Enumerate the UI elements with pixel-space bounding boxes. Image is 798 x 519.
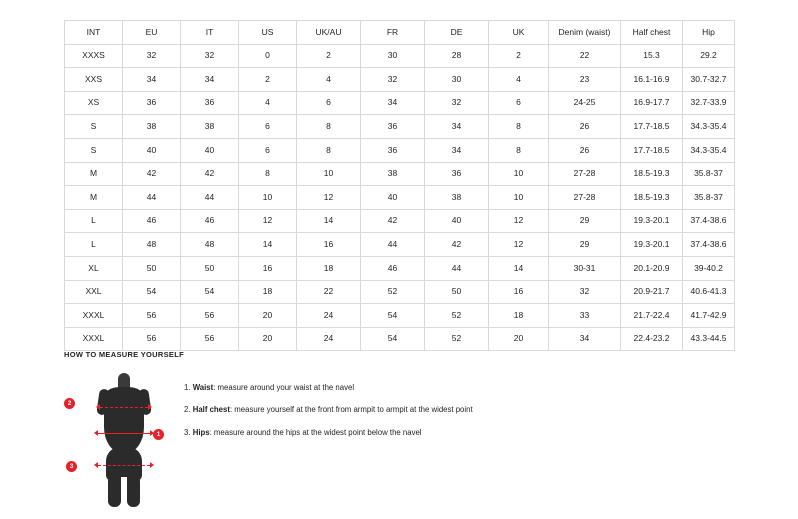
cell-denim-waist: 32 xyxy=(549,280,621,304)
col-header-us: US xyxy=(239,21,297,45)
cell-denim-waist: 34 xyxy=(549,327,621,351)
cell-it: 56 xyxy=(181,327,239,351)
cell-us: 8 xyxy=(239,162,297,186)
measure-step-hips xyxy=(184,428,764,437)
cell-half-chest: 16.1-16.9 xyxy=(621,68,683,92)
cell-it: 32 xyxy=(181,44,239,68)
step-text: : measure around the hips at the widest point below the navel xyxy=(209,427,422,437)
cell-denim-waist: 26 xyxy=(549,115,621,139)
cell-uk: 2 xyxy=(489,44,549,68)
size-table xyxy=(64,20,735,351)
cell-half-chest: 22.4-23.2 xyxy=(621,327,683,351)
cell-eu: 42 xyxy=(123,162,181,186)
cell-de: 42 xyxy=(425,233,489,257)
cell-hip: 37.4-38.6 xyxy=(683,209,735,233)
cell-int: S xyxy=(65,138,123,162)
cell-uk-au: 2 xyxy=(297,44,361,68)
measure-steps xyxy=(184,369,764,450)
cell-int: XXXL xyxy=(65,327,123,351)
cell-de: 36 xyxy=(425,162,489,186)
cell-int: L xyxy=(65,209,123,233)
col-header-de: DE xyxy=(425,21,489,45)
col-header-it: IT xyxy=(181,21,239,45)
cell-denim-waist: 29 xyxy=(549,233,621,257)
cell-uk-au: 24 xyxy=(297,304,361,328)
half-chest-arrow-left-icon xyxy=(96,404,100,410)
cell-half-chest: 17.7-18.5 xyxy=(621,138,683,162)
cell-denim-waist: 27-28 xyxy=(549,162,621,186)
cell-int: XXL xyxy=(65,280,123,304)
table-row xyxy=(65,91,735,115)
cell-eu: 56 xyxy=(123,304,181,328)
table-row xyxy=(65,68,735,92)
mannequin-gap xyxy=(121,477,127,495)
hips-measure-line xyxy=(98,465,150,466)
cell-us: 6 xyxy=(239,115,297,139)
cell-it: 42 xyxy=(181,162,239,186)
col-header-eu: EU xyxy=(123,21,181,45)
cell-us: 18 xyxy=(239,280,297,304)
table-row xyxy=(65,44,735,68)
badge-hips: 3 xyxy=(66,461,77,472)
cell-denim-waist: 27-28 xyxy=(549,186,621,210)
how-to-measure-body xyxy=(64,369,764,509)
cell-eu: 32 xyxy=(123,44,181,68)
cell-it: 44 xyxy=(181,186,239,210)
table-row xyxy=(65,115,735,139)
cell-fr: 46 xyxy=(361,256,425,280)
cell-uk: 18 xyxy=(489,304,549,328)
col-header-fr: FR xyxy=(361,21,425,45)
measure-step-half-chest xyxy=(184,405,764,414)
cell-it: 38 xyxy=(181,115,239,139)
cell-fr: 52 xyxy=(361,280,425,304)
cell-int: XS xyxy=(65,91,123,115)
cell-uk: 12 xyxy=(489,233,549,257)
cell-eu: 56 xyxy=(123,327,181,351)
cell-fr: 30 xyxy=(361,44,425,68)
cell-half-chest: 19.3-20.1 xyxy=(621,233,683,257)
cell-uk: 8 xyxy=(489,115,549,139)
hips-arrow-right-icon xyxy=(150,462,154,468)
cell-fr: 34 xyxy=(361,91,425,115)
cell-half-chest: 21.7-22.4 xyxy=(621,304,683,328)
cell-int: M xyxy=(65,186,123,210)
cell-hip: 29.2 xyxy=(683,44,735,68)
cell-uk: 20 xyxy=(489,327,549,351)
cell-us: 10 xyxy=(239,186,297,210)
cell-eu: 40 xyxy=(123,138,181,162)
cell-int: XL xyxy=(65,256,123,280)
cell-us: 16 xyxy=(239,256,297,280)
size-chart xyxy=(64,20,734,351)
cell-it: 36 xyxy=(181,91,239,115)
col-header-uk-au: UK/AU xyxy=(297,21,361,45)
col-header-half-chest: Half chest xyxy=(621,21,683,45)
cell-uk: 16 xyxy=(489,280,549,304)
cell-hip: 39-40.2 xyxy=(683,256,735,280)
cell-de: 34 xyxy=(425,115,489,139)
col-header-uk: UK xyxy=(489,21,549,45)
cell-fr: 36 xyxy=(361,115,425,139)
cell-fr: 32 xyxy=(361,68,425,92)
how-to-measure-title: HOW TO MEASURE YOURSELF xyxy=(64,350,184,359)
cell-us: 14 xyxy=(239,233,297,257)
col-header-denim-waist: Denim (waist) xyxy=(549,21,621,45)
cell-uk-au: 16 xyxy=(297,233,361,257)
step-text: : measure yourself at the front from armpit to armpit at the widest point xyxy=(229,405,473,415)
mannequin-figure xyxy=(64,369,184,509)
mannequin-hips xyxy=(106,447,142,481)
cell-it: 40 xyxy=(181,138,239,162)
half-chest-measure-line xyxy=(100,407,148,408)
cell-half-chest: 16.9-17.7 xyxy=(621,91,683,115)
cell-half-chest: 15.3 xyxy=(621,44,683,68)
cell-us: 20 xyxy=(239,327,297,351)
cell-fr: 40 xyxy=(361,186,425,210)
table-row xyxy=(65,162,735,186)
cell-uk-au: 8 xyxy=(297,138,361,162)
table-row xyxy=(65,209,735,233)
cell-half-chest: 18.5-19.3 xyxy=(621,186,683,210)
table-row xyxy=(65,280,735,304)
cell-us: 20 xyxy=(239,304,297,328)
cell-eu: 34 xyxy=(123,68,181,92)
step-term: Hips xyxy=(192,427,210,437)
step-number: 2. xyxy=(184,405,191,415)
table-row xyxy=(65,256,735,280)
cell-uk: 10 xyxy=(489,186,549,210)
cell-hip: 34.3-35.4 xyxy=(683,138,735,162)
cell-fr: 44 xyxy=(361,233,425,257)
badge-half-chest: 2 xyxy=(64,398,75,409)
cell-hip: 35.8-37 xyxy=(683,162,735,186)
cell-eu: 48 xyxy=(123,233,181,257)
hips-arrow-left-icon xyxy=(94,462,98,468)
how-to-measure-section xyxy=(64,350,764,509)
step-number: 3. xyxy=(184,427,191,437)
cell-uk-au: 24 xyxy=(297,327,361,351)
table-row xyxy=(65,233,735,257)
cell-uk-au: 18 xyxy=(297,256,361,280)
cell-de: 32 xyxy=(425,91,489,115)
cell-uk: 6 xyxy=(489,91,549,115)
table-row xyxy=(65,138,735,162)
cell-hip: 32.7-33.9 xyxy=(683,91,735,115)
mannequin-torso xyxy=(104,387,144,453)
badge-waist: 1 xyxy=(153,429,164,440)
cell-us: 6 xyxy=(239,138,297,162)
cell-us: 0 xyxy=(239,44,297,68)
cell-it: 54 xyxy=(181,280,239,304)
cell-int: XXXS xyxy=(65,44,123,68)
cell-eu: 46 xyxy=(123,209,181,233)
cell-int: M xyxy=(65,162,123,186)
cell-it: 50 xyxy=(181,256,239,280)
cell-half-chest: 20.9-21.7 xyxy=(621,280,683,304)
table-row xyxy=(65,186,735,210)
cell-fr: 38 xyxy=(361,162,425,186)
cell-int: XXS xyxy=(65,68,123,92)
cell-denim-waist: 33 xyxy=(549,304,621,328)
table-row xyxy=(65,327,735,351)
cell-eu: 44 xyxy=(123,186,181,210)
cell-int: L xyxy=(65,233,123,257)
cell-uk-au: 12 xyxy=(297,186,361,210)
waist-arrow-left-icon xyxy=(94,430,98,436)
mannequin-icon xyxy=(92,373,156,509)
cell-hip: 40.6-41.3 xyxy=(683,280,735,304)
cell-denim-waist: 22 xyxy=(549,44,621,68)
cell-it: 56 xyxy=(181,304,239,328)
cell-fr: 54 xyxy=(361,304,425,328)
cell-us: 4 xyxy=(239,91,297,115)
cell-hip: 30.7-32.7 xyxy=(683,68,735,92)
col-header-int: INT xyxy=(65,21,123,45)
cell-uk: 14 xyxy=(489,256,549,280)
half-chest-arrow-right-icon xyxy=(148,404,152,410)
cell-uk-au: 8 xyxy=(297,115,361,139)
table-body xyxy=(65,44,735,351)
cell-de: 52 xyxy=(425,327,489,351)
cell-de: 28 xyxy=(425,44,489,68)
cell-us: 2 xyxy=(239,68,297,92)
cell-uk-au: 10 xyxy=(297,162,361,186)
cell-uk-au: 22 xyxy=(297,280,361,304)
cell-it: 34 xyxy=(181,68,239,92)
cell-it: 46 xyxy=(181,209,239,233)
cell-hip: 37.4-38.6 xyxy=(683,233,735,257)
cell-denim-waist: 26 xyxy=(549,138,621,162)
cell-de: 50 xyxy=(425,280,489,304)
cell-eu: 50 xyxy=(123,256,181,280)
cell-half-chest: 18.5-19.3 xyxy=(621,162,683,186)
cell-de: 52 xyxy=(425,304,489,328)
cell-hip: 34.3-35.4 xyxy=(683,115,735,139)
cell-de: 34 xyxy=(425,138,489,162)
step-text: : measure around your waist at the navel xyxy=(213,383,355,392)
step-number: 1. xyxy=(184,383,191,392)
cell-hip: 43.3-44.5 xyxy=(683,327,735,351)
cell-de: 40 xyxy=(425,209,489,233)
cell-uk: 10 xyxy=(489,162,549,186)
cell-fr: 36 xyxy=(361,138,425,162)
mannequin-right-leg xyxy=(127,477,140,507)
cell-half-chest: 20.1-20.9 xyxy=(621,256,683,280)
cell-de: 44 xyxy=(425,256,489,280)
cell-hip: 35.8-37 xyxy=(683,186,735,210)
cell-denim-waist: 29 xyxy=(549,209,621,233)
cell-fr: 42 xyxy=(361,209,425,233)
mannequin-left-leg xyxy=(108,477,121,507)
table-row xyxy=(65,304,735,328)
cell-half-chest: 17.7-18.5 xyxy=(621,115,683,139)
measure-step-waist xyxy=(184,383,764,392)
cell-de: 38 xyxy=(425,186,489,210)
cell-denim-waist: 24-25 xyxy=(549,91,621,115)
cell-uk: 12 xyxy=(489,209,549,233)
col-header-hip: Hip xyxy=(683,21,735,45)
cell-us: 12 xyxy=(239,209,297,233)
waist-measure-line xyxy=(98,433,150,434)
step-term: Waist xyxy=(192,383,214,392)
cell-uk-au: 14 xyxy=(297,209,361,233)
cell-uk-au: 6 xyxy=(297,91,361,115)
cell-eu: 38 xyxy=(123,115,181,139)
cell-uk-au: 4 xyxy=(297,68,361,92)
cell-denim-waist: 23 xyxy=(549,68,621,92)
cell-it: 48 xyxy=(181,233,239,257)
cell-int: S xyxy=(65,115,123,139)
cell-int: XXXL xyxy=(65,304,123,328)
cell-denim-waist: 30-31 xyxy=(549,256,621,280)
cell-uk: 4 xyxy=(489,68,549,92)
table-header-row xyxy=(65,21,735,45)
cell-de: 30 xyxy=(425,68,489,92)
cell-eu: 54 xyxy=(123,280,181,304)
cell-half-chest: 19.3-20.1 xyxy=(621,209,683,233)
cell-hip: 41.7-42.9 xyxy=(683,304,735,328)
step-term: Half chest xyxy=(192,405,230,415)
cell-fr: 54 xyxy=(361,327,425,351)
cell-eu: 36 xyxy=(123,91,181,115)
cell-uk: 8 xyxy=(489,138,549,162)
